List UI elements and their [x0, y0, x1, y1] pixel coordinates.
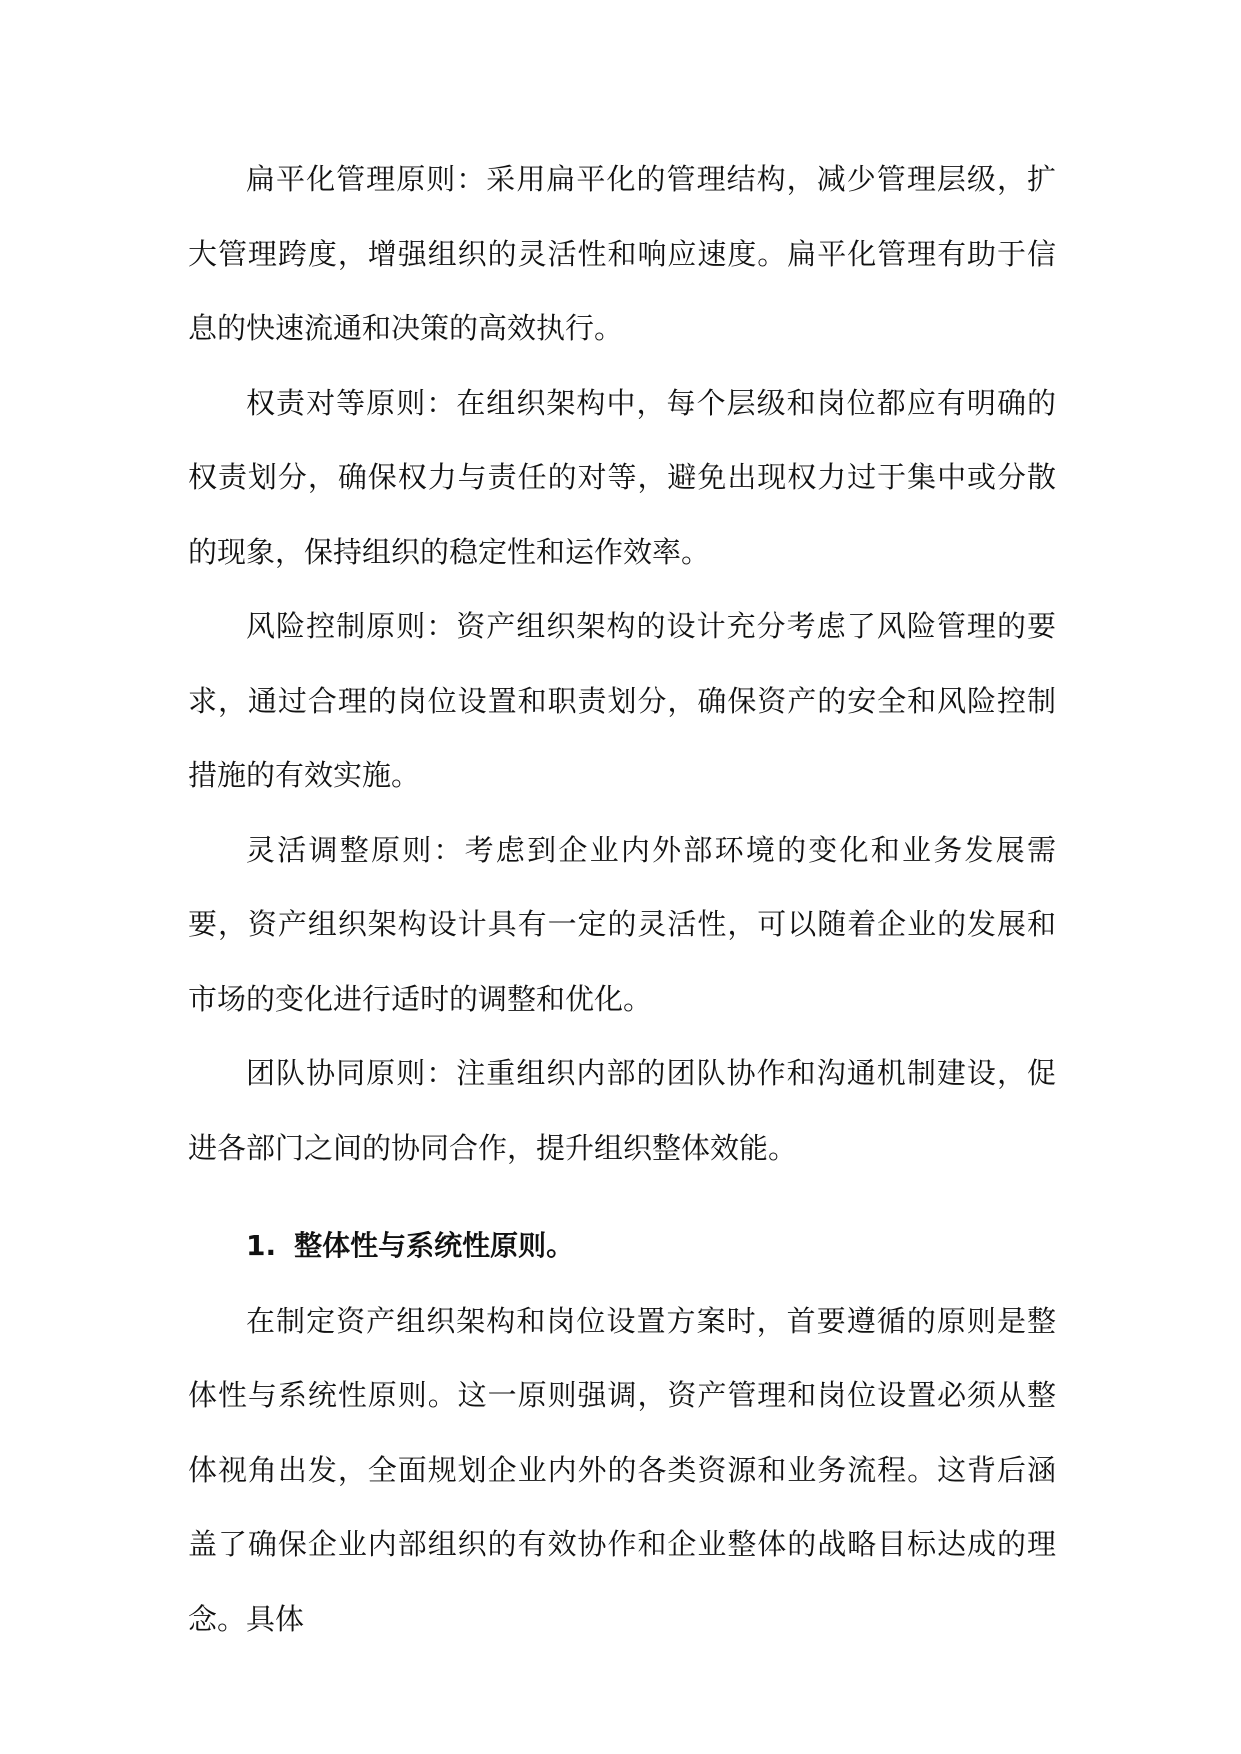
paragraph-rights-responsibilities: 权责对等原则：在组织架构中，每个层级和岗位都应有明确的权责划分，确保权力与责任的对等，避免出现权力过于集中或分散的现象，保持组织的稳定性和运作效率。: [188, 385, 1056, 569]
section-heading-number: 1.: [246, 1229, 277, 1262]
section-heading: [188, 1209, 1056, 1284]
paragraph-team-collaboration: 团队协同原则：注重组织内部的团队协作和沟通机制建设，促进各部门之间的协同合作，提升组织整体效能。: [188, 1056, 1056, 1165]
paragraph-risk-control: 风险控制原则：资产组织架构的设计充分考虑了风险管理的要求，通过合理的岗位设置和职责划分，确保资产的安全和风险控制措施的有效实施。: [188, 609, 1056, 792]
document-body: [188, 142, 1056, 1656]
section-heading-text: 整体性与系统性原则。: [294, 1229, 575, 1262]
paragraph-flexible-adjustment: 灵活调整原则：考虑到企业内外部环境的变化和业务发展需要，资产组织架构设计具有一定的灵活性，可以随着企业的发展和市场的变化进行适时的调整和优化。: [188, 832, 1056, 1016]
paragraph-integrity-principle: 在制定资产组织架构和岗位设置方案时，首要遵循的原则是整体性与系统性原则。这一原则强调，资产管理和岗位设置必须从整体视角出发，全面规划企业内外的各类资源和业务流程。这背后涵盖了确保企业内部组织的有效协作和企业整体的战略目标达成的理念。具体: [188, 1303, 1056, 1636]
paragraph-flat-management: 扁平化管理原则：采用扁平化的管理结构，减少管理层级，扩大管理跨度，增强组织的灵活性和响应速度。扁平化管理有助于信息的快速流通和决策的高效执行。: [188, 162, 1056, 345]
